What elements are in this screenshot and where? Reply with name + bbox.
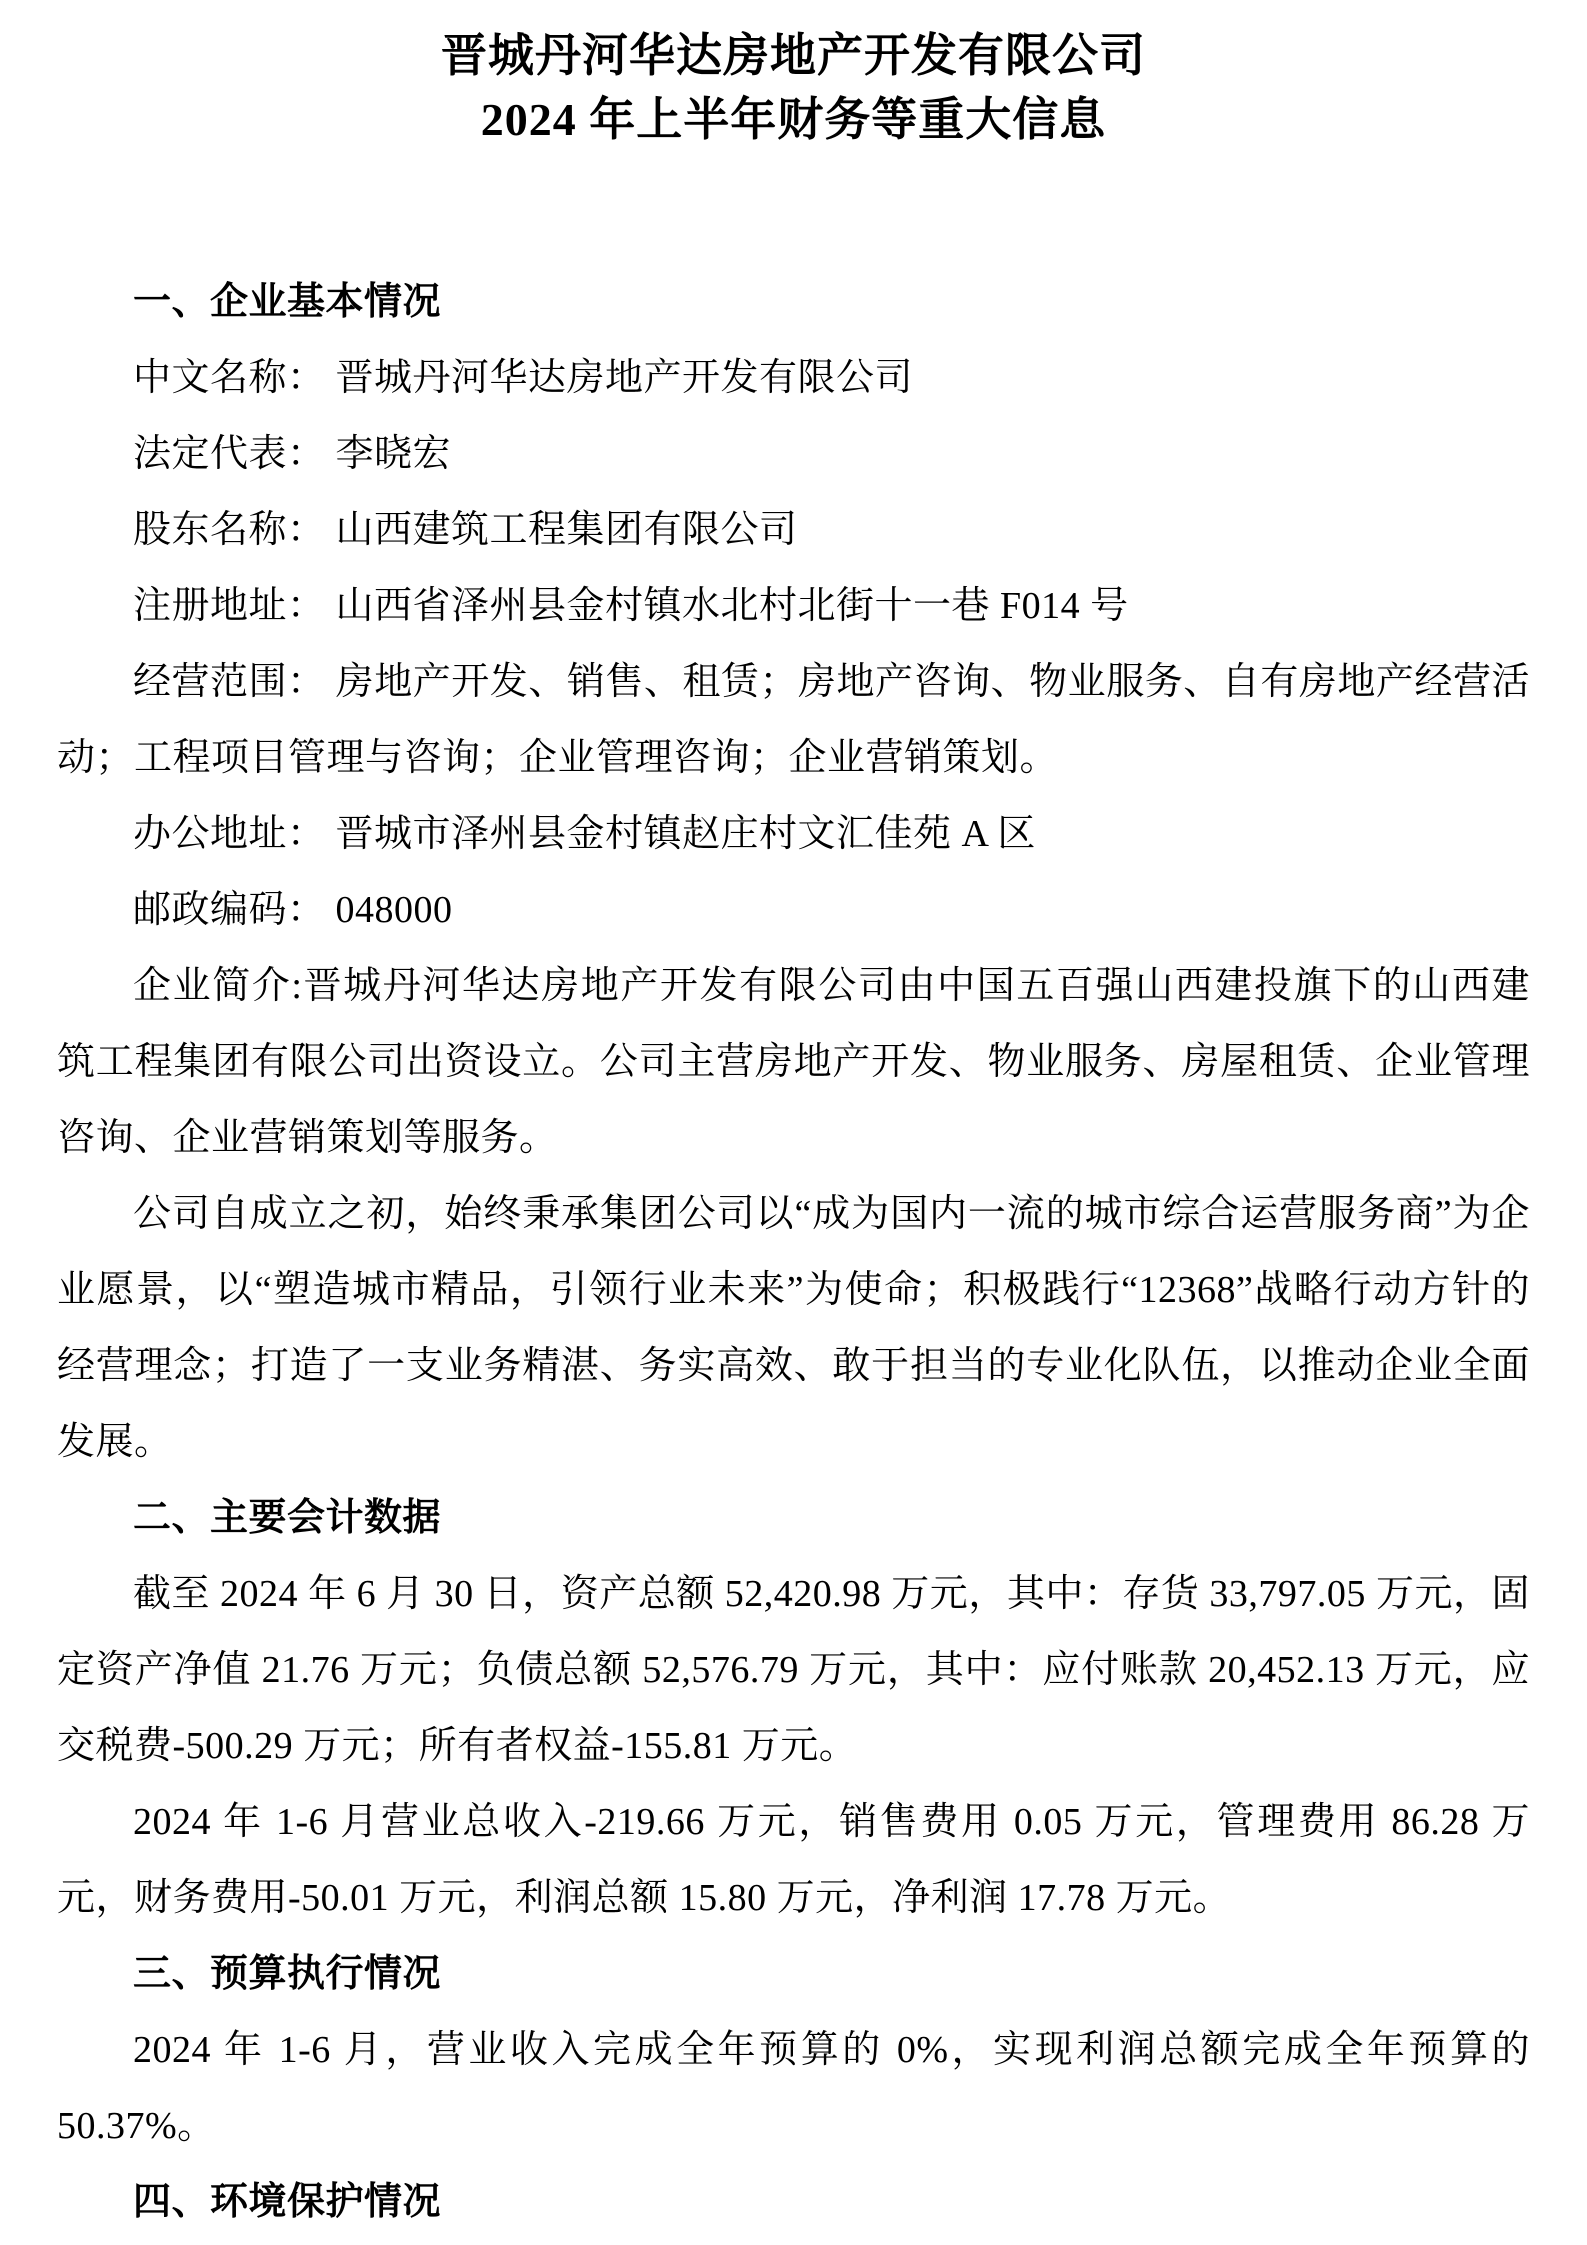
section-heading-environmental-protection: 四、环境保护情况 [133,2181,442,2223]
paragraph-registered-address: 注册地址： 山西省泽州县金村镇水北村北街十一巷 F014 号 [133,585,1129,627]
section-heading-budget-execution: 三、预算执行情况 [133,1953,442,1995]
document-title-line2: 2024 年上半年财务等重大信息 [480,94,1107,145]
paragraph-company-profile: 企业简介:晋城丹河华达房地产开发有限公司由中国五百强山西建投旗下的山西建筑工程集团有限公司出资设立。公司主营房地产开发、物业服务、房屋租赁、企业管理咨询、企业营销策划等服务。 [57,965,1530,1159]
paragraph-postal-code: 邮政编码： 048000 [133,889,453,931]
paragraph-chinese-name: 中文名称： 晋城丹河华达房地产开发有限公司 [133,357,914,399]
document-title [57,24,1530,152]
paragraph-balance-sheet-data: 截至 2024 年 6 月 30 日，资产总额 52,420.98 万元，其中：存货 33,797.05 万元，固定资产净值 21.76 万元；负债总额 52,576.79 万元，其中：应付账款 20,452.13 万元，应交税费-500.29 万元；所有者权益-155.81 万元。 [57,1573,1530,1767]
paragraph-office-address: 办公地址： 晋城市泽州县金村镇赵庄村文汇佳苑 A 区 [133,813,1036,855]
section-budget-execution [57,1936,1530,2164]
section-accounting-data [57,1480,1530,1936]
section-environmental-protection [57,2164,1530,2240]
section-heading-accounting-data: 二、主要会计数据 [133,1497,442,1539]
paragraph-business-scope: 经营范围： 房地产开发、销售、租赁；房地产咨询、物业服务、自有房地产经营活动；工程项目管理与咨询；企业管理咨询；企业营销策划。 [57,661,1530,779]
paragraph-company-vision: 公司自成立之初，始终秉承集团公司以“成为国内一流的城市综合运营服务商”为企业愿景，以“塑造城市精品，引领行业未来”为使命；积极践行“12368”战略行动方针的经营理念；打造了一支业务精湛、务实高效、敢于担当的专业化队伍，以推动企业全面发展。 [57,1193,1530,1463]
paragraph-income-statement-data: 2024 年 1-6 月营业总收入-219.66 万元，销售费用 0.05 万元，管理费用 86.28 万元，财务费用-50.01 万元，利润总额 15.80 万元，净利润 17.78 万元。 [57,1801,1530,1919]
document-title-line1: 晋城丹河华达房地产开发有限公司 [441,30,1146,81]
paragraph-legal-representative: 法定代表： 李晓宏 [133,433,452,475]
paragraph-shareholder-name: 股东名称： 山西建筑工程集团有限公司 [133,509,798,551]
paragraph-budget-execution: 2024 年 1-6 月，营业收入完成全年预算的 0%，实现利润总额完成全年预算的 50.37%。 [57,2029,1530,2147]
section-company-basic-info [57,264,1530,1480]
section-heading-basic-info: 一、企业基本情况 [133,281,442,323]
